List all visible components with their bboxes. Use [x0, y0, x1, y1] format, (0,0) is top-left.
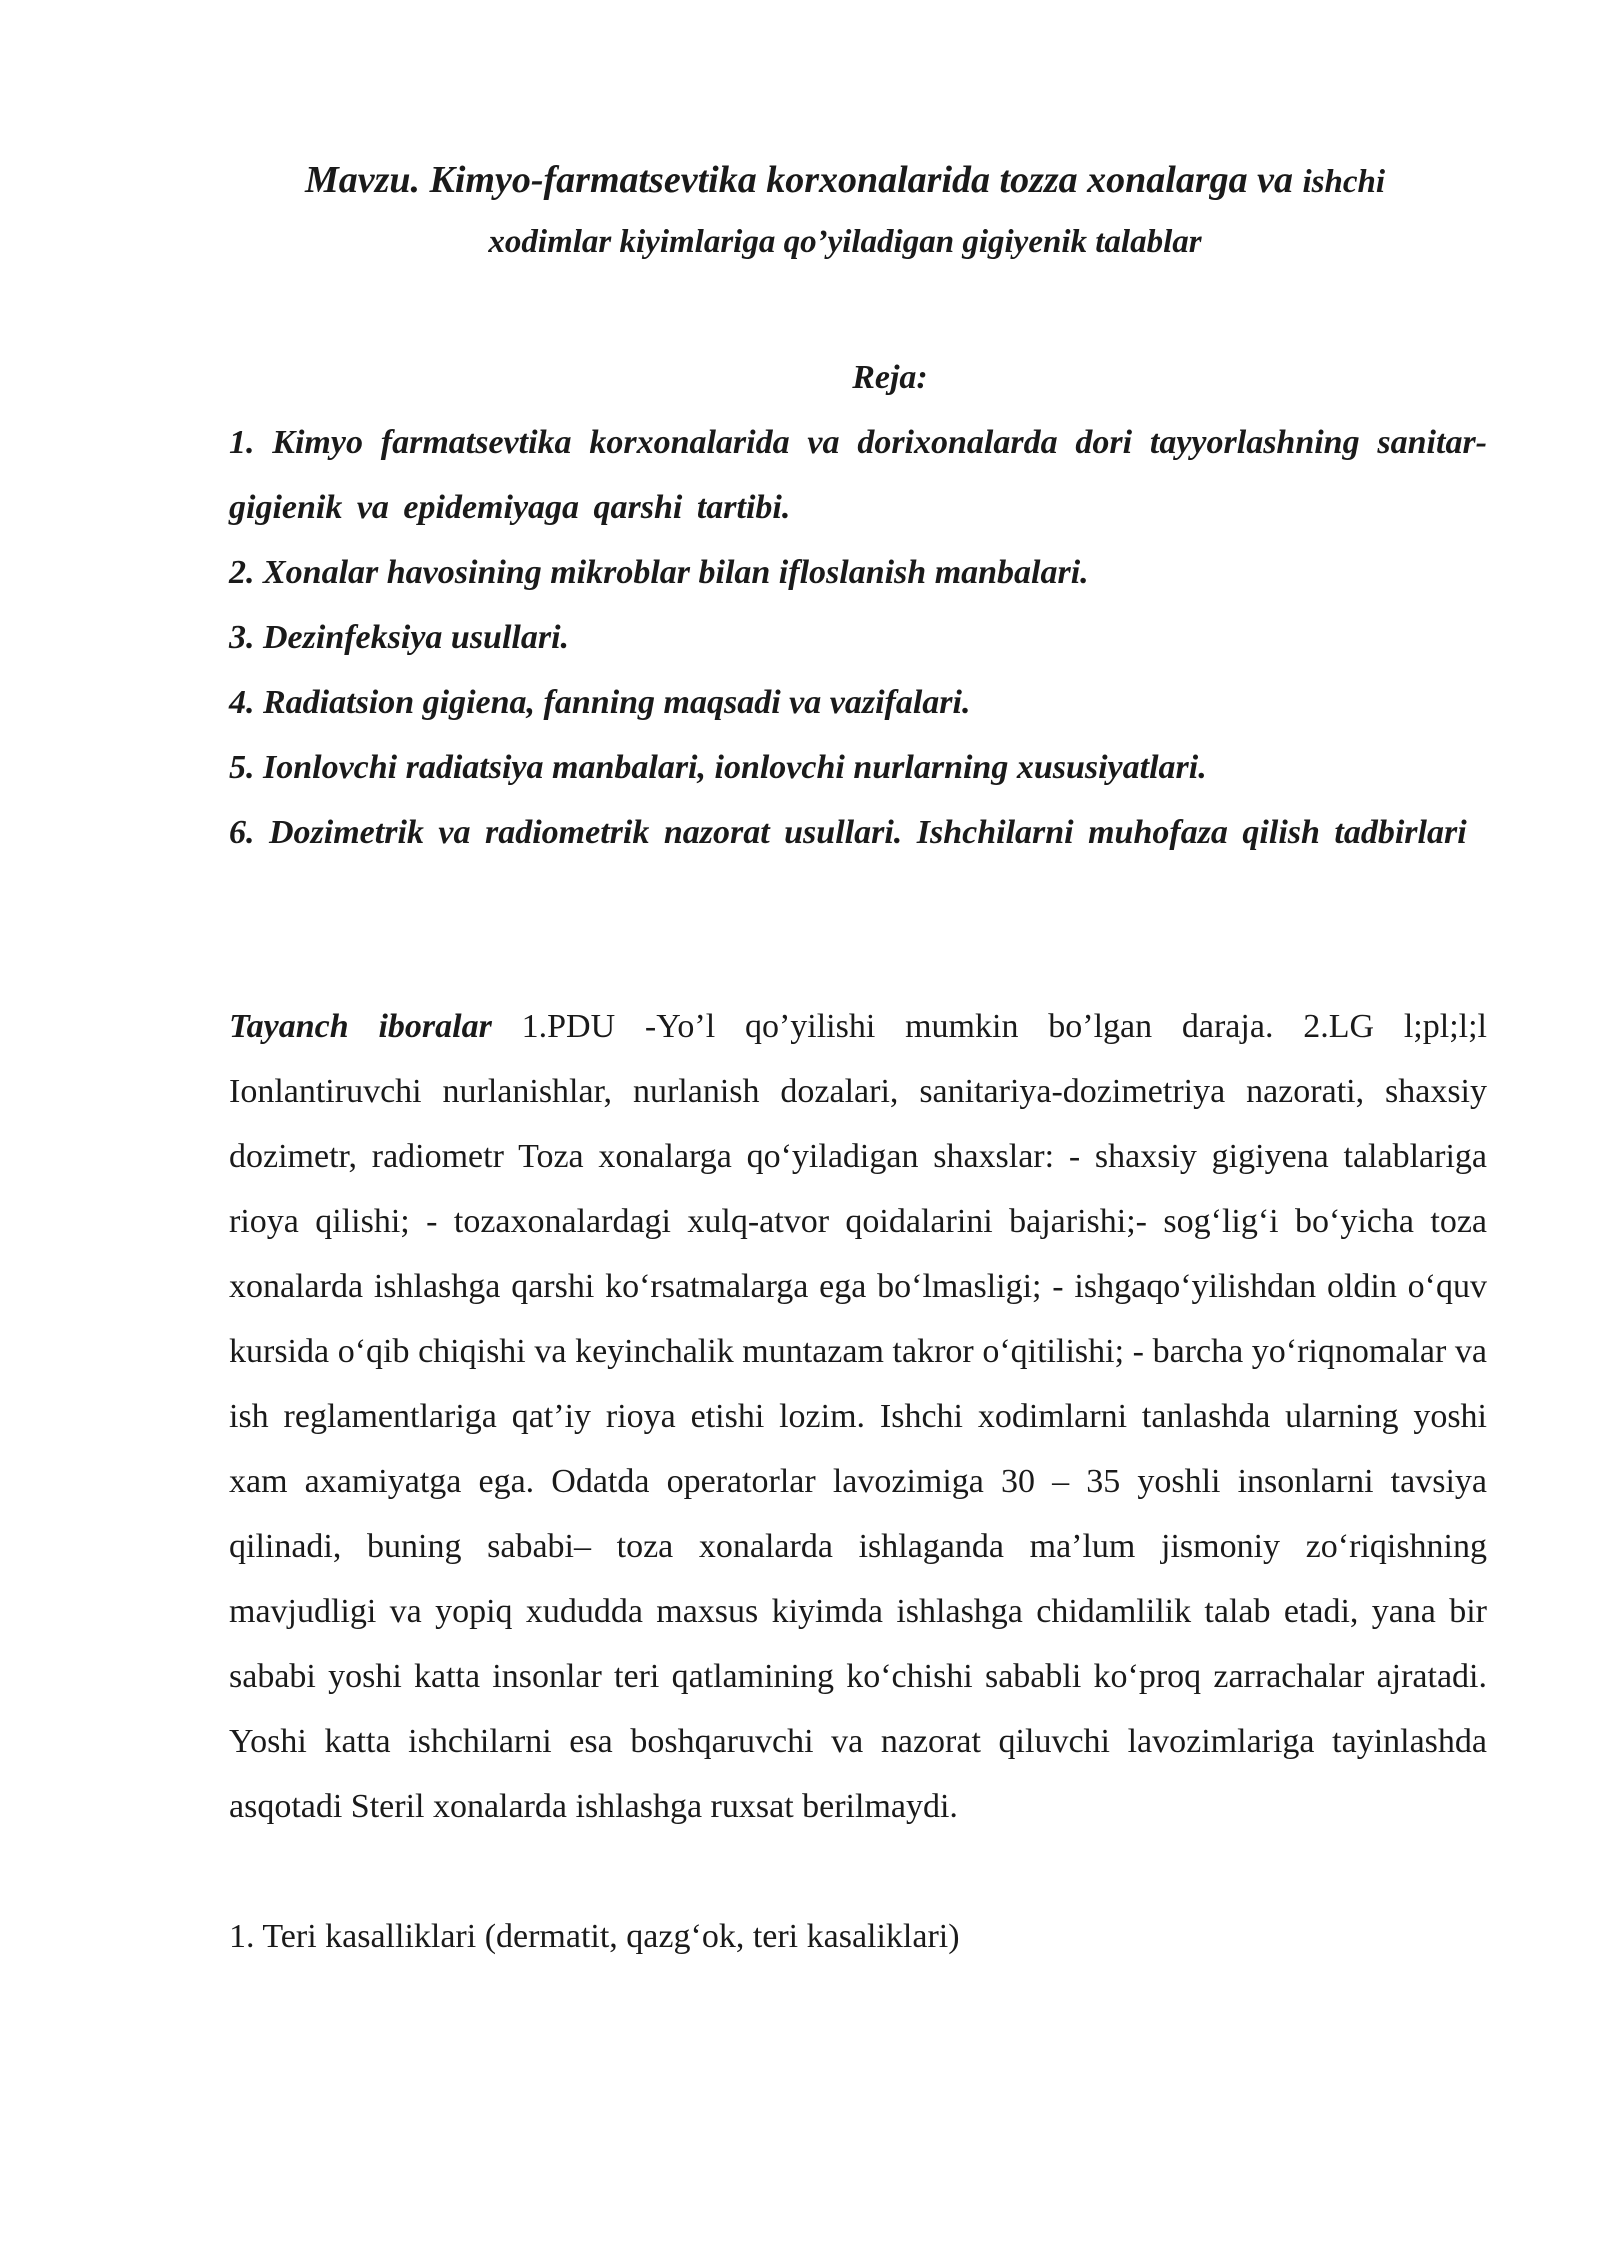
document-title [200, 150, 1490, 272]
plan-item-4: 4. Radiatsion gigiena, fanning maqsadi va vazifalari. [229, 684, 971, 721]
plan-item-5: 5. Ionlovchi radiatsiya manbalari, ionlovchi nurlarning xususiyatlari. [229, 749, 1207, 786]
plan-list [229, 410, 1487, 865]
key-terms-text: 1.PDU -Yo’l qo’yilishi mumkin bo’lgan daraja. 2.LG l;pl;l;l Ionlantiruvchi nurlanishlar, nurlanish dozalari, sanitariya-dozimetriya nazorati, shaxsiy dozimetr, radiometr Toza xonalarga qo‘yiladigan shaxslar: - shaxsiy gigiyena talablariga rioya qilishi; - tozaxonalardagi xulq-atvor qoidalarini bajarishi;- sog‘lig‘i bo‘yicha toza xonalarda ishlashga qarshi ko‘rsatmalarga ega bo‘lmasligi; - ishgaqo‘yilishdan oldin o‘quv kursida o‘qib chiqishi va keyinchalik muntazam takror o‘qitilishi; - barcha yo‘riqnomalar va ish reglamentlariga qat’iy rioya etishi lozim. Ishchi xodimlarni tanlashda ularning yoshi xam axamiyatga ega. Odatda operatorlar lavozimiga 30 – 35 yoshli insonlarni tavsiya qilinadi, buning sababi– toza xonalarda ishlaganda ma’lum jismoniy zo‘riqishning mavjudligi va yopiq xududda maxsus kiyimda ishlashga chidamlilik talab etadi, yana bir sababi yoshi katta insonlar teri qatlamining ko‘chishi sababli ko‘proq zarrachalar ajratadi. Yoshi katta ishchilarni esa boshqaruvchi va nazorat qiluvchi lavozimlariga tayinlashda asqotadi Steril xonalarda ishlashga ruxsat berilmaydi. [229, 1008, 1487, 1825]
title-line-2: xodimlar kiyimlariga qo’yiladigan gigiyenik talablar [488, 224, 1202, 260]
title-line-1-main: Mavzu. Kimyo-farmatsevtika korxonalarida tozza xonalarga va [304, 159, 1303, 201]
plan-item-6: 6. Dozimetrik va radiometrik nazorat usullari. Ishchilarni muhofaza qilish tadbirlari [229, 814, 1467, 851]
title-line-1-tail: ishchi [1302, 164, 1386, 200]
key-terms-label: Tayanch iboralar [229, 1008, 492, 1045]
plan-item-1: 1. Kimyo farmatsevtika korxonalarida va dorixonalarda dori tayyorlashning sanitar-gigienik va epidemiyaga qarshi tartibi. [229, 424, 1487, 526]
title-line-1 [200, 150, 1490, 212]
plan-heading: Reja: [852, 359, 928, 396]
final-list-item: 1. Teri kasalliklari (dermatit, qazg‘ok, teri kasaliklari) [229, 1918, 960, 1955]
plan-item-2: 2. Xonalar havosining mikroblar bilan ifloslanish manbalari. [229, 554, 1089, 591]
plan-item-3: 3. Dezinfeksiya usullari. [229, 619, 570, 656]
key-terms-paragraph [229, 994, 1487, 1839]
